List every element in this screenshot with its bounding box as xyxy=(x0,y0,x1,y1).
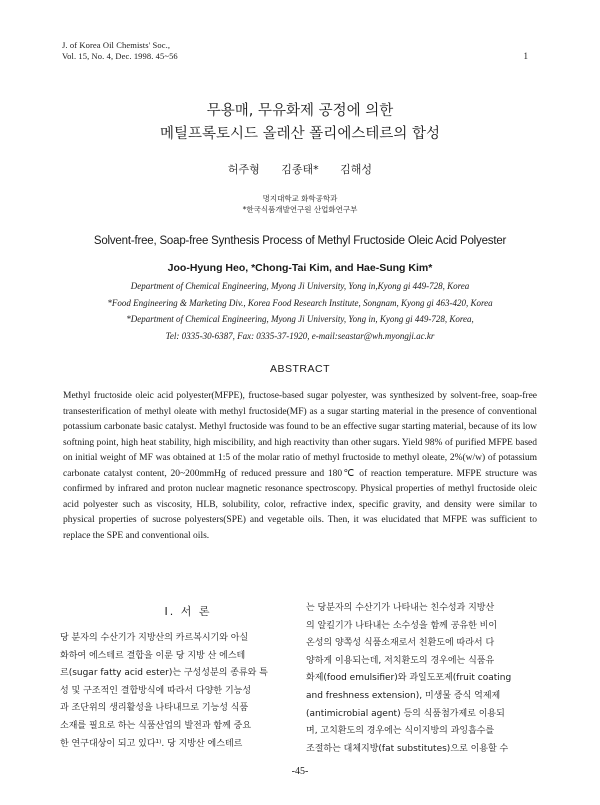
right-column-line: 화제(food emulsifier)와 과일도포제(fruit coating xyxy=(306,673,512,684)
left-column-text xyxy=(60,630,304,753)
korean-affiliations xyxy=(0,193,600,215)
korean-title-line-2: 메틸프록토시드 올레산 폴리에스테르의 합성 xyxy=(160,126,440,142)
korean-title xyxy=(0,100,600,146)
abstract-body: Methyl fructoside oleic acid polyester(MFPE), fructose-based sugar polyester, was synthesized by solvent-free, soap-free transesterification of methyl oleate with methyl fructoside(MF) as a sugar starting material in the presence of conventional potassium carbonate basic catalyst. Methyl fructoside was found to be an effective sugar starting material, because of its low softning point, high heat stability, high miscibility, and high reactivity than other sugars. Yield 98% of purified MFPE based on initial weight of MF was obtained at 1:5 of the molar ratio of methyl fructoside to methyl oleate, 2%(w/w) of potassium carbonate catalyst content, 20~200mmHg of reduced pressure and 180℃ of reaction temperature. MFPE structure was confirmed by infrared and proton nuclear magnetic resonance spectroscopy. Physical properties of methyl fructoside oleic acid polyester such as viscosity, HLB, solubility, color, refractive index, specific gravity, and density were similar to physical properties of sucrose polyesters(SPE) and vegetable oils. Then, it was elucidated that MFPE was sufficient to replace the SPE and conventional oils. xyxy=(63,391,537,541)
left-column-line: 화하여 에스테르 결합을 이룬 당 지방 산 에스테 xyxy=(60,650,246,661)
page-number-top: 1 xyxy=(523,51,528,61)
section-heading-introduction: I. 서 론 xyxy=(164,605,212,618)
contact-info: Tel: 0335-30-6387, Fax: 0335-37-1920, e-mail:seastar@wh.myongji.ac.kr xyxy=(165,330,435,341)
left-column-line: 르(sugar fatty acid ester)는 구성성분의 종류와 특 xyxy=(60,668,268,679)
english-title: Solvent-free, Soap-free Synthesis Process of Methyl Fructoside Oleic Acid Polyester xyxy=(93,235,507,247)
korean-affiliation-2: *한국식품개발연구원 산업화연구부 xyxy=(242,205,358,214)
right-column-text xyxy=(306,600,540,758)
left-column-line: 한 연구대상이 되고 있다¹⁾. 당 지방산 에스테르 xyxy=(60,738,243,749)
right-column-line: (antimicrobial agent) 등의 식품첨가제로 이용되 xyxy=(306,708,505,719)
right-column-line: 의 알킬기가 나타내는 소수성을 함께 공유한 비이 xyxy=(306,620,498,631)
journal-citation xyxy=(62,40,178,62)
left-column-line: 과 조단위의 생리활성을 나타내므로 기능성 식품 xyxy=(60,703,249,714)
english-affiliation-1: Department of Chemical Engineering, Myong Ji University, Yong in,Kyong gi 449-728, Korea xyxy=(130,281,470,291)
korean-affiliation-1: 명지대학교 화학공학과 xyxy=(262,194,338,203)
right-column-line: 온성의 양쪽성 식품소재로서 친환도에 따라서 다 xyxy=(306,638,495,649)
left-column-line: 성 및 구조적인 결합방식에 따라서 다양한 기능성 xyxy=(60,685,252,696)
left-column-line: 소재를 필요로 하는 식품산업의 발전과 함께 중요 xyxy=(60,720,252,731)
journal-line-1: J. of Korea Oil Chemists' Soc., xyxy=(62,40,171,50)
abstract-heading: ABSTRACT xyxy=(269,363,330,375)
right-column-line: 는 당분자의 수산기가 나타내는 친수성과 지방산 xyxy=(306,603,495,613)
right-column-line: 양하게 이용되는데, 저치환도의 경우에는 식품유 xyxy=(306,655,495,666)
right-column-line: 며, 고치환도의 경우에는 식이지방의 과잉흡수를 xyxy=(306,726,495,737)
english-affiliations xyxy=(0,278,600,344)
english-affiliation-3: *Department of Chemical Engineering, Myong Ji University, Yong in, Kyong gi 449-728, Korea, xyxy=(126,314,474,325)
english-authors: Joo-Hyung Heo, *Chong-Tai Kim, and Hae-Sung Kim* xyxy=(167,262,433,274)
journal-line-2: Vol. 15, No. 4, Dec. 1998. 45~56 xyxy=(62,51,178,61)
page-number-footer: -45- xyxy=(291,766,309,777)
right-column-line: and freshness extension), 미생물 증식 억제제 xyxy=(306,690,501,701)
korean-authors: 허주형 김종태* 김해성 xyxy=(227,163,373,176)
left-column-line: 당 분자의 수산기가 지방산의 카르복시기와 아실 xyxy=(60,633,249,643)
korean-title-line-1: 무용매, 무유화제 공정에 의한 xyxy=(206,103,394,119)
english-affiliation-2: *Food Engineering & Marketing Div., Korea Food Research Institute, Songnam, Kyong gi 463-420, Korea xyxy=(107,297,493,308)
right-column-line: 조절하는 대체지방(fat substitutes)으로 이용할 수 xyxy=(306,743,509,754)
